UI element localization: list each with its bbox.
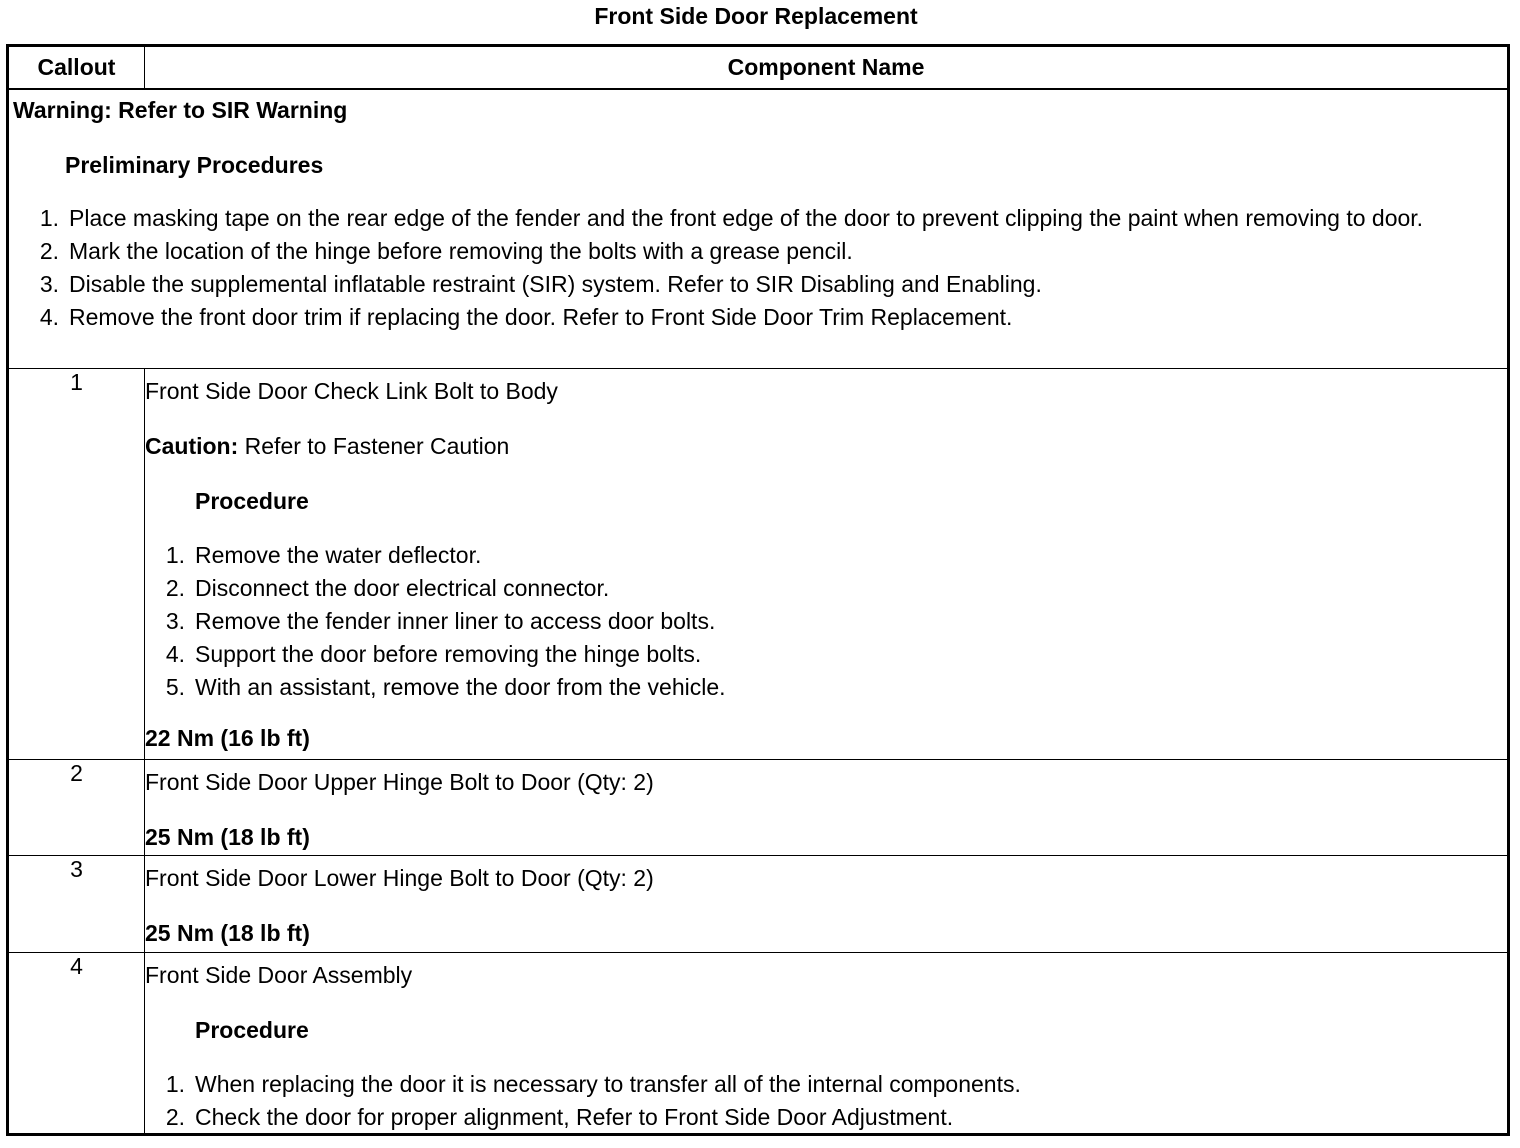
table-row (8, 856, 1509, 953)
list-item: 2. Mark the location of the hinge before removing the bolts with a grease pencil. (39, 238, 853, 264)
list-item: 3. Disable the supplemental inflatable restraint (SIR) system. Refer to SIR Disabling and Enabling. (39, 271, 1042, 297)
component-cell (145, 953, 1509, 1135)
component-name: Front Side Door Check Link Bolt to Body (145, 378, 558, 404)
component-table (6, 44, 1510, 1136)
table-header-row (8, 46, 1509, 90)
column-header-callout: Callout (8, 46, 145, 90)
component-name: Front Side Door Assembly (145, 962, 413, 988)
torque-spec: 22 Nm (16 lb ft) (145, 725, 310, 751)
column-header-component-name: Component Name (145, 46, 1509, 90)
torque-spec: 25 Nm (18 lb ft) (145, 824, 310, 850)
list-item: 2. Disconnect the door electrical connector. (165, 575, 610, 601)
table-row (8, 760, 1509, 856)
preliminary-steps-list (13, 204, 1507, 332)
component-cell (145, 760, 1509, 856)
table-row (8, 953, 1509, 1135)
procedure-heading: Procedure (195, 488, 309, 514)
component-name: Front Side Door Upper Hinge Bolt to Door (Qty: 2) (145, 769, 654, 795)
callout-number: 2 (8, 760, 145, 856)
procedure-heading: Procedure (195, 1017, 309, 1043)
page-title: Front Side Door Replacement (594, 3, 918, 29)
component-cell (145, 856, 1509, 953)
list-item: 1. Place masking tape on the rear edge of the fender and the front edge of the door to prevent clipping the paint when removing to door. (39, 205, 1424, 231)
component-name: Front Side Door Lower Hinge Bolt to Door (Qty: 2) (145, 865, 654, 891)
caution-note: Caution: Refer to Fastener Caution (145, 433, 510, 459)
component-cell (145, 369, 1509, 760)
table-row (8, 369, 1509, 760)
list-item: 5. With an assistant, remove the door from the vehicle. (165, 674, 726, 700)
preliminary-procedures-heading: Preliminary Procedures (65, 152, 324, 178)
list-item: 1. Remove the water deflector. (165, 542, 482, 568)
callout-number: 1 (8, 369, 145, 760)
preliminary-row (8, 89, 1509, 369)
list-item: 3. Remove the fender inner liner to access door bolts. (165, 608, 716, 634)
callout-number: 4 (8, 953, 145, 1135)
sir-warning: Warning: Refer to SIR Warning (13, 97, 348, 123)
callout-number: 3 (8, 856, 145, 953)
list-item: 4. Support the door before removing the hinge bolts. (165, 641, 702, 667)
list-item: 1. When replacing the door it is necessary to transfer all of the internal components. (165, 1071, 1021, 1097)
procedure-steps-list (145, 541, 1507, 702)
list-item: 4. Remove the front door trim if replacing the door. Refer to Front Side Door Trim Replacement. (39, 304, 1013, 330)
torque-spec: 25 Nm (18 lb ft) (145, 920, 310, 946)
procedure-steps-list (145, 1070, 1507, 1132)
list-item: 2. Check the door for proper alignment, Refer to Front Side Door Adjustment. (165, 1104, 954, 1130)
preliminary-cell (8, 89, 1509, 369)
